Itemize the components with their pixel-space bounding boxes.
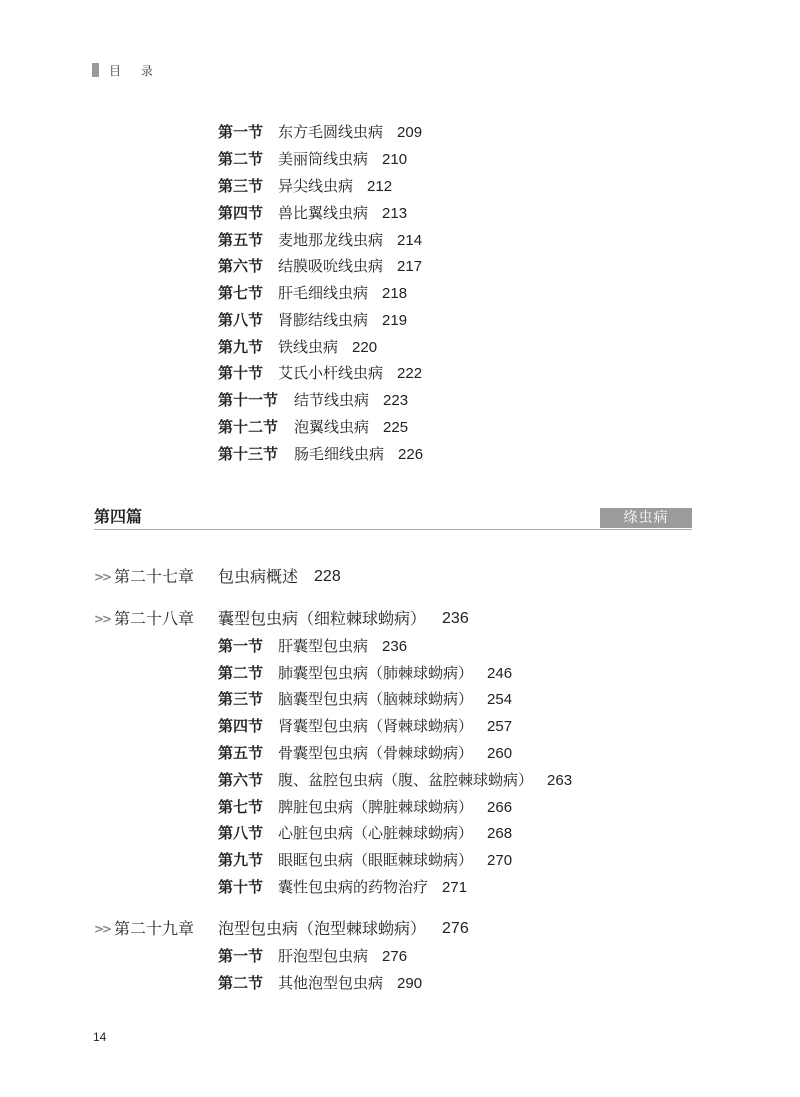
chapter-title: 泡型包虫病（泡型棘球蚴病） — [218, 919, 427, 938]
section-page: 236 — [382, 638, 408, 655]
section-page: 246 — [487, 665, 513, 682]
chapter-page: 236 — [442, 610, 469, 627]
section-title: 兽比翼线虫病 — [278, 204, 369, 222]
toc-section[interactable] — [218, 443, 423, 465]
section-page: 225 — [383, 419, 409, 436]
double-chevron-icon: >> — [94, 612, 111, 626]
section-number: 第十一节 — [218, 391, 279, 409]
section-title: 骨囊型包虫病（骨棘球蚴病） — [278, 744, 474, 762]
section-title: 肾囊型包虫病（肾棘球蚴病） — [278, 717, 474, 735]
section-number: 第三节 — [218, 690, 264, 708]
section-number: 第一节 — [218, 637, 264, 655]
toc-section[interactable] — [218, 742, 512, 764]
part-badge: 绦虫病 — [600, 508, 692, 528]
section-number: 第五节 — [218, 231, 264, 249]
section-page: 266 — [487, 799, 513, 816]
section-number: 第一节 — [218, 123, 264, 141]
toc-section[interactable] — [218, 282, 407, 304]
toc-section[interactable] — [218, 148, 407, 170]
part-label: 第四篇 — [94, 507, 143, 526]
toc-chapter[interactable] — [94, 918, 469, 940]
section-number: 第十三节 — [218, 445, 279, 463]
section-page: 223 — [383, 392, 409, 409]
section-number: 第十节 — [218, 878, 264, 896]
section-page: 270 — [487, 852, 513, 869]
chapter-number: 第二十七章 — [114, 567, 195, 586]
double-chevron-icon: >> — [94, 922, 111, 936]
chapter-title: 囊型包虫病（细粒棘球蚴病） — [218, 609, 427, 628]
section-title: 异尖线虫病 — [278, 177, 354, 195]
section-title: 东方毛圆线虫病 — [278, 123, 384, 141]
section-page: 219 — [382, 312, 408, 329]
section-title: 眼眶包虫病（眼眶棘球蚴病） — [278, 851, 474, 869]
section-page: 254 — [487, 691, 513, 708]
toc-section[interactable] — [218, 876, 467, 898]
section-number: 第七节 — [218, 798, 264, 816]
section-title: 结膜吸吮线虫病 — [278, 257, 384, 275]
toc-section[interactable] — [218, 309, 407, 331]
toc-section[interactable] — [218, 688, 512, 710]
section-number: 第九节 — [218, 338, 264, 356]
section-page: 209 — [397, 124, 423, 141]
toc-chapter[interactable] — [94, 608, 469, 630]
toc-section[interactable] — [218, 945, 407, 967]
section-number: 第二节 — [218, 150, 264, 168]
toc-section[interactable] — [218, 416, 408, 438]
chapter-title: 包虫病概述 — [218, 567, 299, 586]
toc-section[interactable] — [218, 202, 407, 224]
section-number: 第八节 — [218, 311, 264, 329]
section-title: 肝泡型包虫病 — [278, 947, 369, 965]
header-title: 目 录 — [109, 63, 161, 78]
toc-section[interactable] — [218, 362, 422, 384]
toc-section[interactable] — [218, 715, 512, 737]
toc-section[interactable] — [218, 175, 392, 197]
section-title: 脾脏包虫病（脾脏棘球蚴病） — [278, 798, 474, 816]
header-marker — [92, 63, 99, 77]
section-page: 214 — [397, 232, 423, 249]
section-page: 260 — [487, 745, 513, 762]
section-page: 213 — [382, 205, 408, 222]
section-page: 271 — [442, 879, 468, 896]
section-page: 263 — [547, 772, 573, 789]
section-number: 第二节 — [218, 664, 264, 682]
section-page: 217 — [397, 258, 423, 275]
section-page: 226 — [398, 446, 424, 463]
section-page: 257 — [487, 718, 513, 735]
section-title: 泡翼线虫病 — [294, 418, 370, 436]
section-number: 第七节 — [218, 284, 264, 302]
toc-section[interactable] — [218, 121, 422, 143]
toc-section[interactable] — [218, 336, 377, 358]
section-number: 第十二节 — [218, 418, 279, 436]
toc-section[interactable] — [218, 229, 422, 251]
section-number: 第十节 — [218, 364, 264, 382]
section-page: 210 — [382, 151, 408, 168]
section-title: 肾膨结线虫病 — [278, 311, 369, 329]
section-title: 腹、盆腔包虫病（腹、盆腔棘球蚴病） — [278, 771, 534, 789]
chapter-number: 第二十九章 — [114, 919, 195, 938]
toc-section[interactable] — [218, 389, 408, 411]
section-number: 第六节 — [218, 771, 264, 789]
toc-section[interactable] — [218, 849, 512, 871]
chapter-page: 228 — [314, 568, 341, 585]
toc-section[interactable] — [218, 822, 512, 844]
section-page: 268 — [487, 825, 513, 842]
toc-section[interactable] — [218, 635, 407, 657]
section-title: 麦地那龙线虫病 — [278, 231, 384, 249]
section-title: 肝囊型包虫病 — [278, 637, 369, 655]
section-page: 276 — [382, 948, 408, 965]
section-page: 290 — [397, 975, 423, 992]
section-number: 第六节 — [218, 257, 264, 275]
section-title: 囊性包虫病的药物治疗 — [278, 878, 429, 896]
running-header — [92, 62, 161, 78]
section-number: 第三节 — [218, 177, 264, 195]
section-page: 220 — [352, 339, 378, 356]
page-number: 14 — [93, 1030, 107, 1044]
toc-section[interactable] — [218, 972, 422, 994]
section-title: 艾氏小杆线虫病 — [278, 364, 384, 382]
section-number: 第九节 — [218, 851, 264, 869]
part-divider — [94, 529, 692, 530]
chapter-number: 第二十八章 — [114, 609, 195, 628]
section-title: 美丽筒线虫病 — [278, 150, 369, 168]
section-number: 第四节 — [218, 204, 264, 222]
toc-section[interactable] — [218, 662, 512, 684]
section-title: 肝毛细线虫病 — [278, 284, 369, 302]
section-title: 心脏包虫病（心脏棘球蚴病） — [278, 824, 474, 842]
section-page: 212 — [367, 178, 393, 195]
section-number: 第五节 — [218, 744, 264, 762]
toc-section[interactable] — [218, 255, 422, 277]
section-number: 第八节 — [218, 824, 264, 842]
section-page: 222 — [397, 365, 423, 382]
section-number: 第二节 — [218, 974, 264, 992]
toc-section[interactable] — [218, 796, 512, 818]
section-title: 铁线虫病 — [278, 338, 339, 356]
double-chevron-icon: >> — [94, 570, 111, 584]
section-title: 肠毛细线虫病 — [294, 445, 385, 463]
section-number: 第一节 — [218, 947, 264, 965]
section-title: 结节线虫病 — [294, 391, 370, 409]
section-page: 218 — [382, 285, 408, 302]
section-title: 肺囊型包虫病（肺棘球蚴病） — [278, 664, 474, 682]
section-title: 脑囊型包虫病（脑棘球蚴病） — [278, 690, 474, 708]
chapter-page: 276 — [442, 920, 469, 937]
toc-section[interactable] — [218, 769, 572, 791]
part-heading — [94, 506, 692, 528]
section-number: 第四节 — [218, 717, 264, 735]
section-title: 其他泡型包虫病 — [278, 974, 384, 992]
toc-chapter[interactable] — [94, 566, 341, 588]
